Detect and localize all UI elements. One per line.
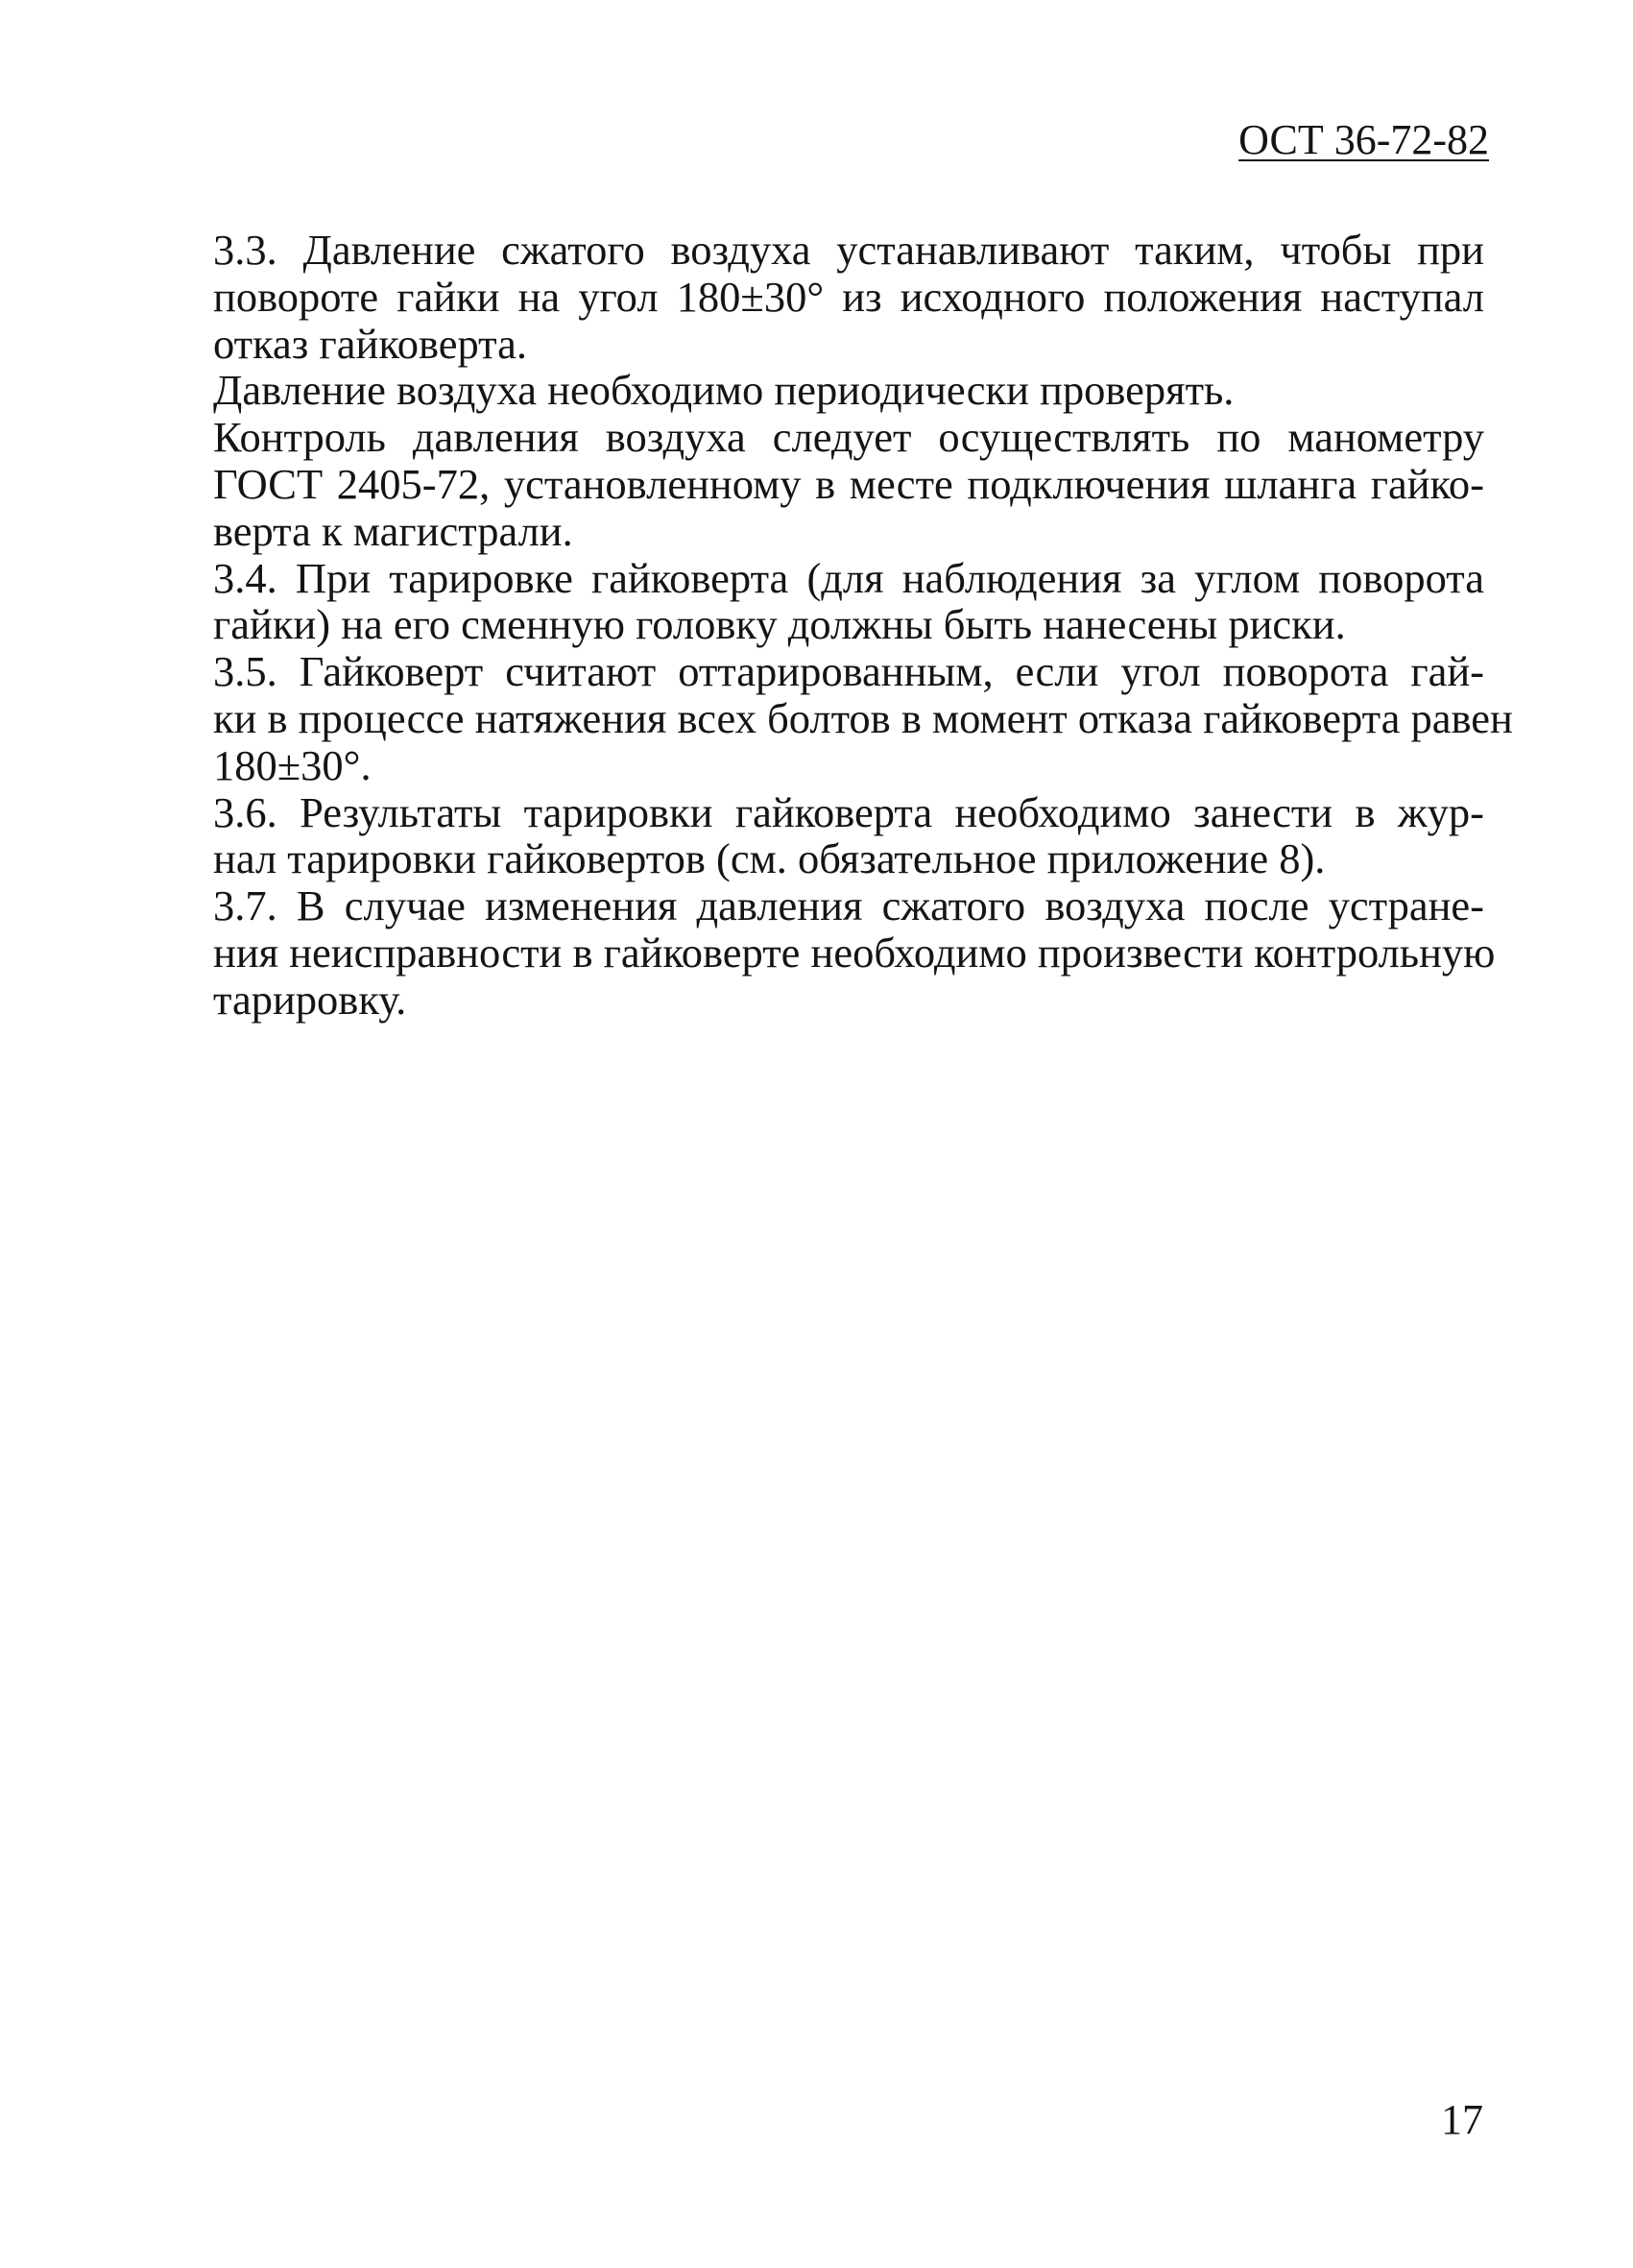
document-code: ОСТ 36-72-82 xyxy=(1238,116,1489,163)
body-text xyxy=(119,226,1513,1024)
paragraph-pressure-control xyxy=(119,414,1484,554)
text-line: гайки) на его сменную головку должны быть нанесены риски. xyxy=(213,600,1346,649)
paragraph-3-7 xyxy=(119,881,1496,1024)
text-line: 3.6. Результаты тарировки гайковерта необходимо занести в жур- xyxy=(213,787,1484,836)
paragraph-3-3 xyxy=(119,227,1484,367)
text-line: ки в процессе натяжения всех болтов в момент отказа гайковерта равен xyxy=(213,693,1513,742)
text-line: 3.5. Гайковерт считают оттарированным, если угол поворота гай- xyxy=(213,647,1484,696)
paragraph-3-5 xyxy=(119,647,1513,789)
text-line: отказ гайковерта. xyxy=(213,319,527,368)
text-line: тарировку. xyxy=(213,975,407,1024)
text-line: 180±30°. xyxy=(213,740,372,789)
text-line: нал тарировки гайковертов (см. обязательное приложение 8). xyxy=(213,834,1326,883)
page-number: 17 xyxy=(1441,2096,1483,2143)
text-line: верта к магистрали. xyxy=(213,506,573,555)
text-line: Контроль давления воздуха следует осуществлять по манометру xyxy=(213,413,1484,462)
paragraph-3-6 xyxy=(119,789,1484,883)
text-line: Давление воздуха необходимо периодически проверять. xyxy=(213,366,1235,415)
text-line: 3.7. В случае изменения давления сжатого воздуха после устране- xyxy=(213,881,1484,930)
text-line: ния неисправности в гайковерте необходимо произвести контрольную xyxy=(213,928,1496,977)
text-line: 3.4. При тарировке гайковерта (для наблюдения за углом поворота xyxy=(213,553,1484,602)
text-line: ГОСТ 2405-72, установленному в месте подключения шланга гайко- xyxy=(213,459,1484,508)
text-line: 3.3. Давление сжатого воздуха устанавливают таким, чтобы при xyxy=(213,226,1484,274)
paragraph-pressure-check xyxy=(119,367,1484,414)
paragraph-3-4 xyxy=(119,555,1484,649)
text-line: повороте гайки на угол 180±30° из исходного положения наступал xyxy=(213,272,1484,321)
